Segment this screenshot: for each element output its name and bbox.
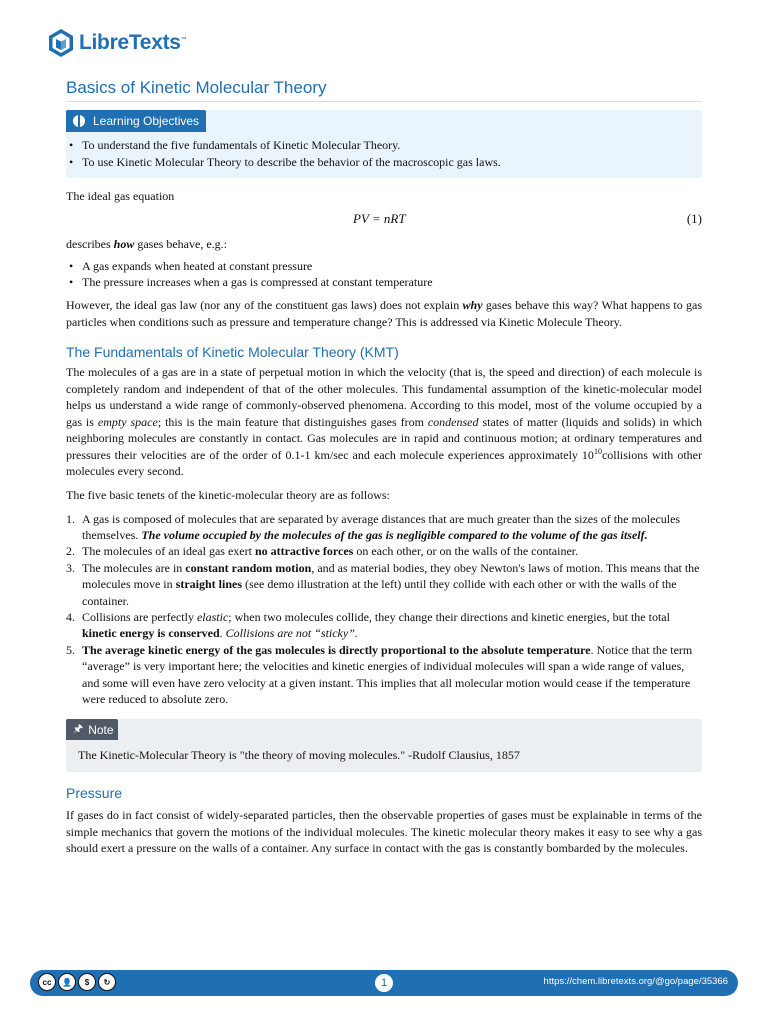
note-text: The Kinetic-Molecular Theory is "the theory of moving molecules." -Rudolf Clausius, 1857 xyxy=(78,748,520,762)
section-heading-pressure: Pressure xyxy=(66,785,123,801)
equation-number: (1) xyxy=(686,211,702,226)
brand-name: LibreTexts™ xyxy=(79,31,187,54)
list-item: • A gas expands when heated at constant pressure xyxy=(82,258,312,274)
paragraph: The ideal gas equation xyxy=(66,189,175,203)
page-url-link[interactable]: https://chem.libretexts.org/@go/page/35366 xyxy=(543,976,728,987)
paragraph: The five basic tenets of the kinetic-molecular theory are as follows: xyxy=(66,488,390,502)
paragraph: However, the ideal gas law (nor any of the constituent gas laws) does not explain why gases behave this way? What happens to gas particles when conditions such as pressure and temperature change? This is addressed via Kinetic Molecule Theory. xyxy=(66,298,702,329)
list-item: 3. The molecules are in constant random motion, and as material bodies, they obey Newton's laws of motion. This means that the molecules move in straight lines (see demo illustration at the left) until they collide with each other or with the walls of the container. xyxy=(66,561,700,608)
sa-icon: ↻ xyxy=(98,973,116,991)
list-item: 2. The molecules of an ideal gas exert no attractive forces on each other, or on the walls of the container. xyxy=(66,544,579,558)
title-divider xyxy=(66,101,702,102)
note-header xyxy=(66,719,118,740)
libretexts-logo[interactable] xyxy=(46,28,186,58)
by-icon: 👤 xyxy=(58,973,76,991)
list-item: • To use Kinetic Molecular Theory to describe the behavior of the macroscopic gas laws. xyxy=(82,154,501,170)
list-item: 1. A gas is composed of molecules that are separated by average distances that are much greater than the sizes of the molecules themselves. The volume occupied by the molecules of the gas is negligible compared to the volume of the gas itself. xyxy=(66,512,681,543)
list-item: 4. Collisions are perfectly elastic; when two molecules collide, they change their directions and kinetic energies, but the total kinetic energy is conserved. Collisions are not “sticky”. xyxy=(66,610,670,641)
section-heading-kmt: The Fundamentals of Kinetic Molecular Theory (KMT) xyxy=(66,344,399,360)
pushpin-icon: 🖈 xyxy=(73,723,84,735)
list-item: • The pressure increases when a gas is compressed at constant temperature xyxy=(82,274,433,290)
note-label: Note xyxy=(88,722,114,737)
paragraph: describes how gases behave, e.g.: xyxy=(66,237,227,251)
learning-objectives-label: Learning Objectives xyxy=(93,114,200,128)
paragraph: The molecules of a gas are in a state of perpetual motion in which the velocity (that is, the speed and direction) of each molecule is completely random and independent of that of the other molecules. This fundamental assumption of the kinetic-molecular model helps us understand a wide range of commonly-observed phenomena. According to this model, most of the volume occupied by a gas is empty space; this is the main feature that distinguishes gases from condensed states of matter (liquids and solids) in which neighboring molecules are constantly in contact. Gas molecules are in rapid and continuous motion; at ordinary temperatures and pressures their velocities are of the order of 0.1-1 km/sec and each molecule experiences approximately $10^{10}collisions$ with other molecules every second. xyxy=(66,365,702,478)
list-item: • To understand the five fundamentals of Kinetic Molecular Theory. xyxy=(82,137,400,153)
learning-objectives-header xyxy=(66,110,206,132)
page-number: 1 xyxy=(375,974,393,992)
cc-icon: cc xyxy=(38,973,56,991)
equation-row xyxy=(66,211,702,229)
book-icon xyxy=(73,115,85,127)
list-item: 5. The average kinetic energy of the gas molecules is directly proportional to the absolute temperature. Notice that the term “average” is very important here; the velocities and kinetic energies of individual molecules will span a wide range of values, and some will even have zero velocity at a given instant. This implies that all molecular motion would cease if the temperature were reduced to absolute zero. xyxy=(66,643,693,706)
note-box xyxy=(66,719,702,772)
libretexts-hexagon-icon xyxy=(46,28,76,58)
ideal-gas-equation: PV = nRT xyxy=(353,211,406,226)
nc-icon: $ xyxy=(78,973,96,991)
page-title: Basics of Kinetic Molecular Theory xyxy=(66,78,327,97)
paragraph: If gases do in fact consist of widely-separated particles, then the observable properties of gases must be explainable in terms of the simple mechanics that govern the motions of the individual molecules. The kinetic molecular theory makes it easy to see why a gas should exert a pressure on the walls of a container. Any surface in contact with the gas is constantly bombarded by the molecules. xyxy=(66,808,702,855)
cc-license-badge[interactable] xyxy=(38,973,116,991)
footer-bar xyxy=(30,970,738,996)
